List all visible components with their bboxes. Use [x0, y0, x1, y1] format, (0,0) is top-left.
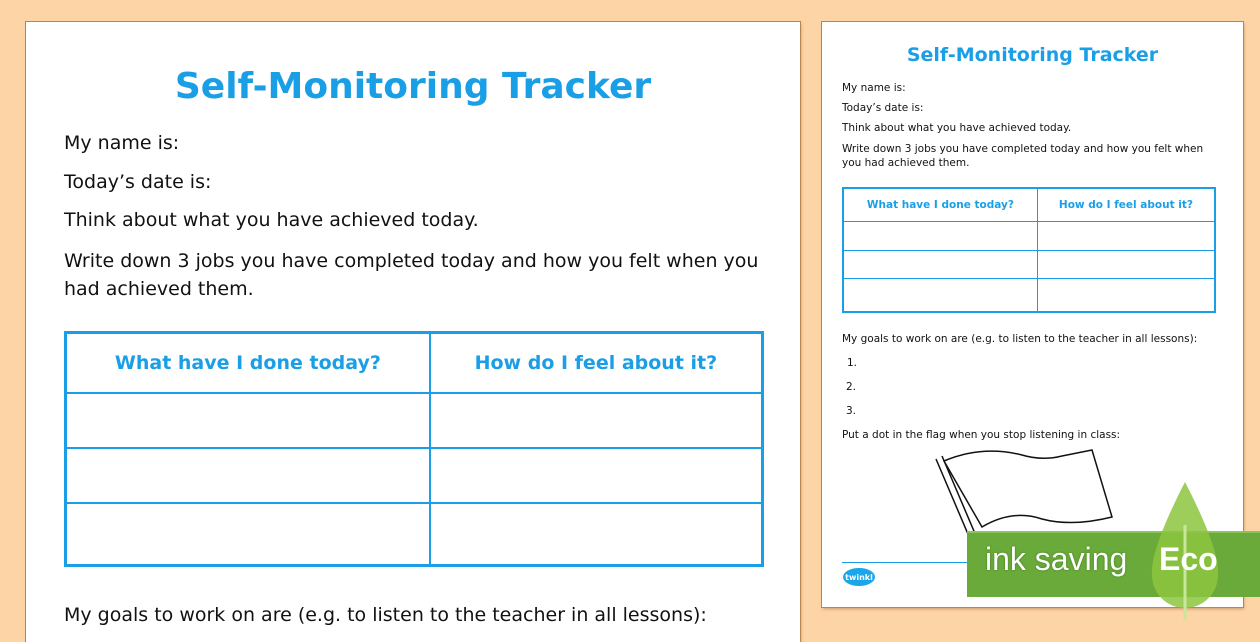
date-prompt: Today’s date is:: [842, 102, 924, 114]
page-title: Self-Monitoring Tracker: [906, 44, 1159, 66]
think-prompt: Think about what you have achieved today.: [842, 122, 1072, 134]
table-header: What have I done today?: [843, 188, 1037, 222]
footer-divider: [842, 562, 972, 563]
goal-item: 1.: [847, 357, 858, 369]
table-cell[interactable]: [1037, 250, 1215, 279]
ink-saving-label: ink saving: [985, 541, 1128, 577]
table-cell[interactable]: [66, 448, 430, 503]
write-prompt: Write down 3 jobs you have completed today and how you felt when you had achieved them.: [64, 250, 759, 300]
jobs-table: [842, 187, 1216, 313]
table-row: [66, 393, 763, 448]
page-title: Self-Monitoring Tracker: [174, 66, 652, 107]
worksheet-preview-large: [26, 22, 800, 642]
think-prompt: Think about what you have achieved today.: [64, 209, 479, 231]
goals-prompt: My goals to work on are (e.g. to listen to the teacher in all lessons):: [842, 333, 1198, 345]
table-cell[interactable]: [66, 393, 430, 448]
name-prompt: My name is:: [842, 82, 906, 94]
goals-prompt: My goals to work on are (e.g. to listen to the teacher in all lessons):: [64, 604, 707, 626]
table-row: [66, 503, 763, 565]
table-cell[interactable]: [430, 503, 763, 565]
date-prompt: Today’s date is:: [64, 171, 212, 193]
table-cell[interactable]: [843, 250, 1037, 279]
eco-label: Eco: [1159, 541, 1218, 577]
table-header: What have I done today?: [66, 333, 430, 394]
svg-text:twinkl: twinkl: [845, 573, 873, 582]
goal-item: 2.: [846, 381, 857, 393]
table-row: [843, 222, 1215, 251]
table-row: [843, 250, 1215, 279]
table-cell[interactable]: [430, 393, 763, 448]
table-cell[interactable]: [66, 503, 430, 565]
table-cell[interactable]: [1037, 279, 1215, 312]
twinkl-logo: [842, 566, 876, 588]
write-prompt: Write down 3 jobs you have completed today and how you felt when you had achieved them.: [842, 143, 1204, 169]
table-cell[interactable]: [1037, 222, 1215, 251]
goal-item: 3.: [846, 405, 857, 417]
table-cell[interactable]: [843, 279, 1037, 312]
name-prompt: My name is:: [64, 132, 180, 154]
table-header: How do I feel about it?: [1037, 188, 1215, 222]
table-cell[interactable]: [843, 222, 1037, 251]
table-row: [66, 448, 763, 503]
table-cell[interactable]: [430, 448, 763, 503]
flag-prompt: Put a dot in the flag when you stop listening in class:: [842, 429, 1121, 441]
table-header: How do I feel about it?: [430, 333, 763, 394]
table-row: [843, 279, 1215, 312]
jobs-table: [64, 331, 764, 567]
